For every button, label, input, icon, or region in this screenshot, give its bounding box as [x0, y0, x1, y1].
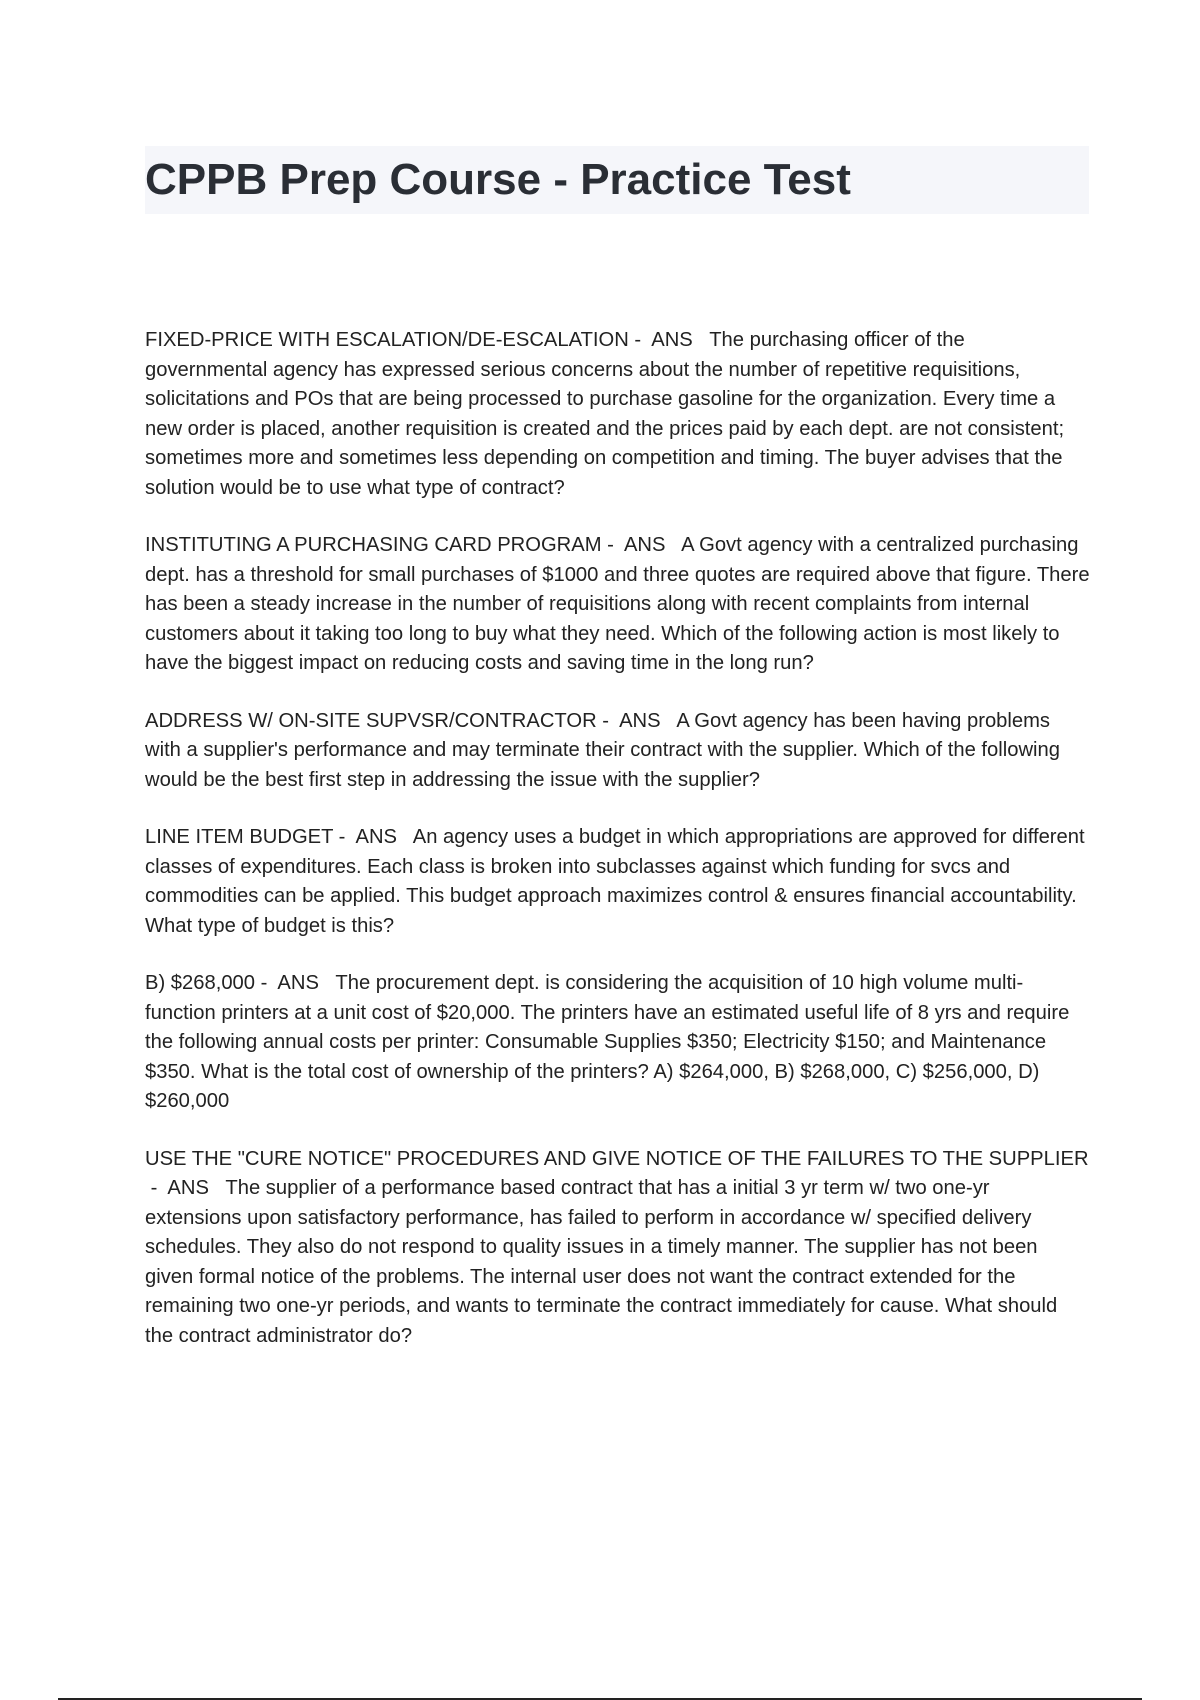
entry-answer: INSTITUTING A PURCHASING CARD PROGRAM: [145, 534, 602, 556]
page-title: CPPB Prep Course - Practice Test: [145, 155, 851, 204]
qa-list: [145, 326, 1090, 1379]
entry-question: The purchasing officer of the governmental agency has expressed serious concerns about the number of repetitive requisitions, solicitations and POs that are being processed to purchase gasoline for the organization. Every time a new order is placed, another requisition is created and the prices paid by each dept. are not consistent; sometimes more and sometimes less depending on competition and timing. The buyer advises that the solution would be to use what type of contract?: [145, 329, 1065, 499]
entry-separator: - ANS: [601, 534, 682, 556]
entry-question: A Govt agency with a centralized purchasing dept. has a threshold for small purchases of $1000 and three quotes are required above that figure. There has been a steady increase in the number of requisitions along with recent complaints from internal customers about it taking too long to buy what they need. Which of the following action is most likely to have the biggest impact on reducing costs and saving time in the long run?: [145, 534, 1090, 674]
qa-entry: [145, 326, 1090, 503]
entry-question: The supplier of a performance based contract that has a initial 3 yr term w/ two one-yr extensions upon satisfactory performance, has failed to perform in accordance w/ specified delivery schedules. They also do not respond to quality issues in a timely manner. The supplier has not been given formal notice of the problems. The internal user does not want the contract extended for the remaining two one-yr periods, and wants to terminate the contract immediately for cause. What should the contract administrator do?: [145, 1177, 1058, 1347]
qa-entry: [145, 531, 1090, 679]
entry-question: A Govt agency has been having problems with a supplier's performance and may terminate their contract with the supplier. Which of the following would be the best first step in addressing the issue with the supplier?: [145, 709, 1060, 791]
entry-answer: USE THE "CURE NOTICE" PROCEDURES AND GIVE NOTICE OF THE FAILURES TO THE SUPPLIER: [145, 1147, 1089, 1170]
entry-question: The procurement dept. is considering the acquisition of 10 high volume multi-function printers at a unit cost of $20,000. The printers have an estimated useful life of 8 yrs and require the following annual costs per printer: Consumable Supplies $350; Electricity $150; and Maintenance $350. What is the total cost of ownership of the printers? A) $264,000, B) $268,000, C) $256,000, D) $260,000: [145, 972, 1070, 1112]
qa-entry: [145, 969, 1090, 1117]
title-banner: [145, 146, 1089, 214]
entry-separator: - ANS: [628, 329, 710, 351]
qa-entry: [145, 823, 1090, 941]
entry-question: An agency uses a budget in which appropriations are approved for different classes of expenditures. Each class is broken into subclasses against which funding for svcs and commodities can be applied. This budget approach maximizes control & ensures financial accountability. What type of budget is this?: [145, 826, 1085, 937]
entry-separator: - ANS: [333, 826, 413, 848]
qa-entry: [145, 1145, 1090, 1352]
entry-answer: ADDRESS W/ ON-SITE SUPVSR/CONTRACTOR: [145, 709, 597, 732]
qa-entry: [145, 707, 1090, 796]
entry-separator: - ANS: [255, 972, 336, 994]
entry-answer: FIXED-PRICE WITH ESCALATION/DE-ESCALATION: [145, 329, 629, 351]
entry-separator: - ANS: [596, 709, 677, 732]
entry-answer: LINE ITEM BUDGET: [145, 826, 334, 848]
entry-answer: B) $268,000: [145, 972, 255, 994]
entry-separator: - ANS: [145, 1177, 226, 1199]
